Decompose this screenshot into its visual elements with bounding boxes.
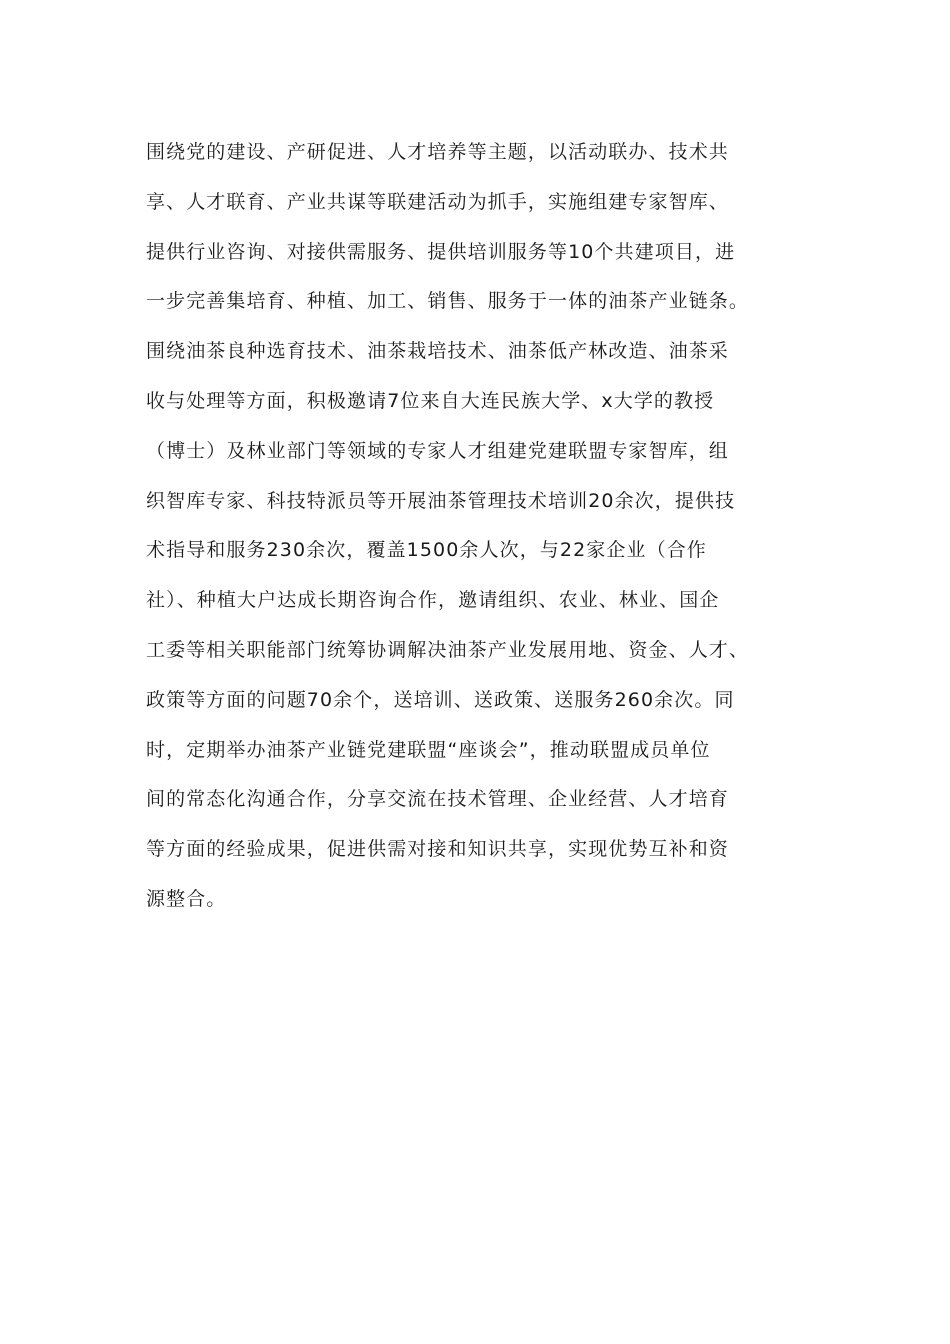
- text-line-11: 工委等相关职能部门统筹协调解决油茶产业发展用地、资金、人才、: [146, 638, 750, 661]
- text-line-10: 社）、种植大户达成长期咨询合作，邀请组织、农业、林业、国企: [146, 589, 720, 612]
- text-line-16: 源整合。: [146, 887, 227, 910]
- text-line-3: 提供行业咨询、对接供需服务、提供培训服务等10个共建项目，进: [146, 240, 736, 263]
- body-paragraph: [146, 128, 836, 925]
- text-line-5: 围绕油茶良种选育技术、油茶栽培技术、油茶低产林改造、油茶采: [146, 340, 729, 363]
- text-line-7: （博士）及林业部门等领域的专家人才组建党建联盟专家智库，组: [146, 439, 729, 462]
- text-line-4: 一步完善集培育、种植、加工、销售、服务于一体的油茶产业链条。: [146, 290, 750, 313]
- text-line-6: 收与处理等方面，积极邀请7位来自大连民族大学、x大学的教授: [146, 389, 715, 412]
- text-line-8: 织智库专家、科技特派员等开展油茶管理技术培训20余次，提供技: [146, 489, 736, 512]
- text-line-1: 围绕党的建设、产研促进、人才培养等主题，以活动联办、技术共: [146, 141, 729, 163]
- text-line-13: 时，定期举办油茶产业链党建联盟“座谈会”，推动联盟成员单位: [146, 738, 711, 761]
- text-line-12: 政策等方面的问题70余个，送培训、送政策、送服务260余次。同: [146, 688, 735, 711]
- text-line-14: 间的常态化沟通合作，分享交流在技术管理、企业经营、人才培育: [146, 788, 729, 811]
- text-line-15: 等方面的经验成果，促进供需对接和知识共享，实现优势互补和资: [146, 838, 729, 861]
- text-line-9: 术指导和服务230余次，覆盖1500余人次，与22家企业（合作: [146, 539, 707, 562]
- text-line-2: 享、人才联育、产业共谋等联建活动为抓手，实施组建专家智库、: [146, 190, 729, 213]
